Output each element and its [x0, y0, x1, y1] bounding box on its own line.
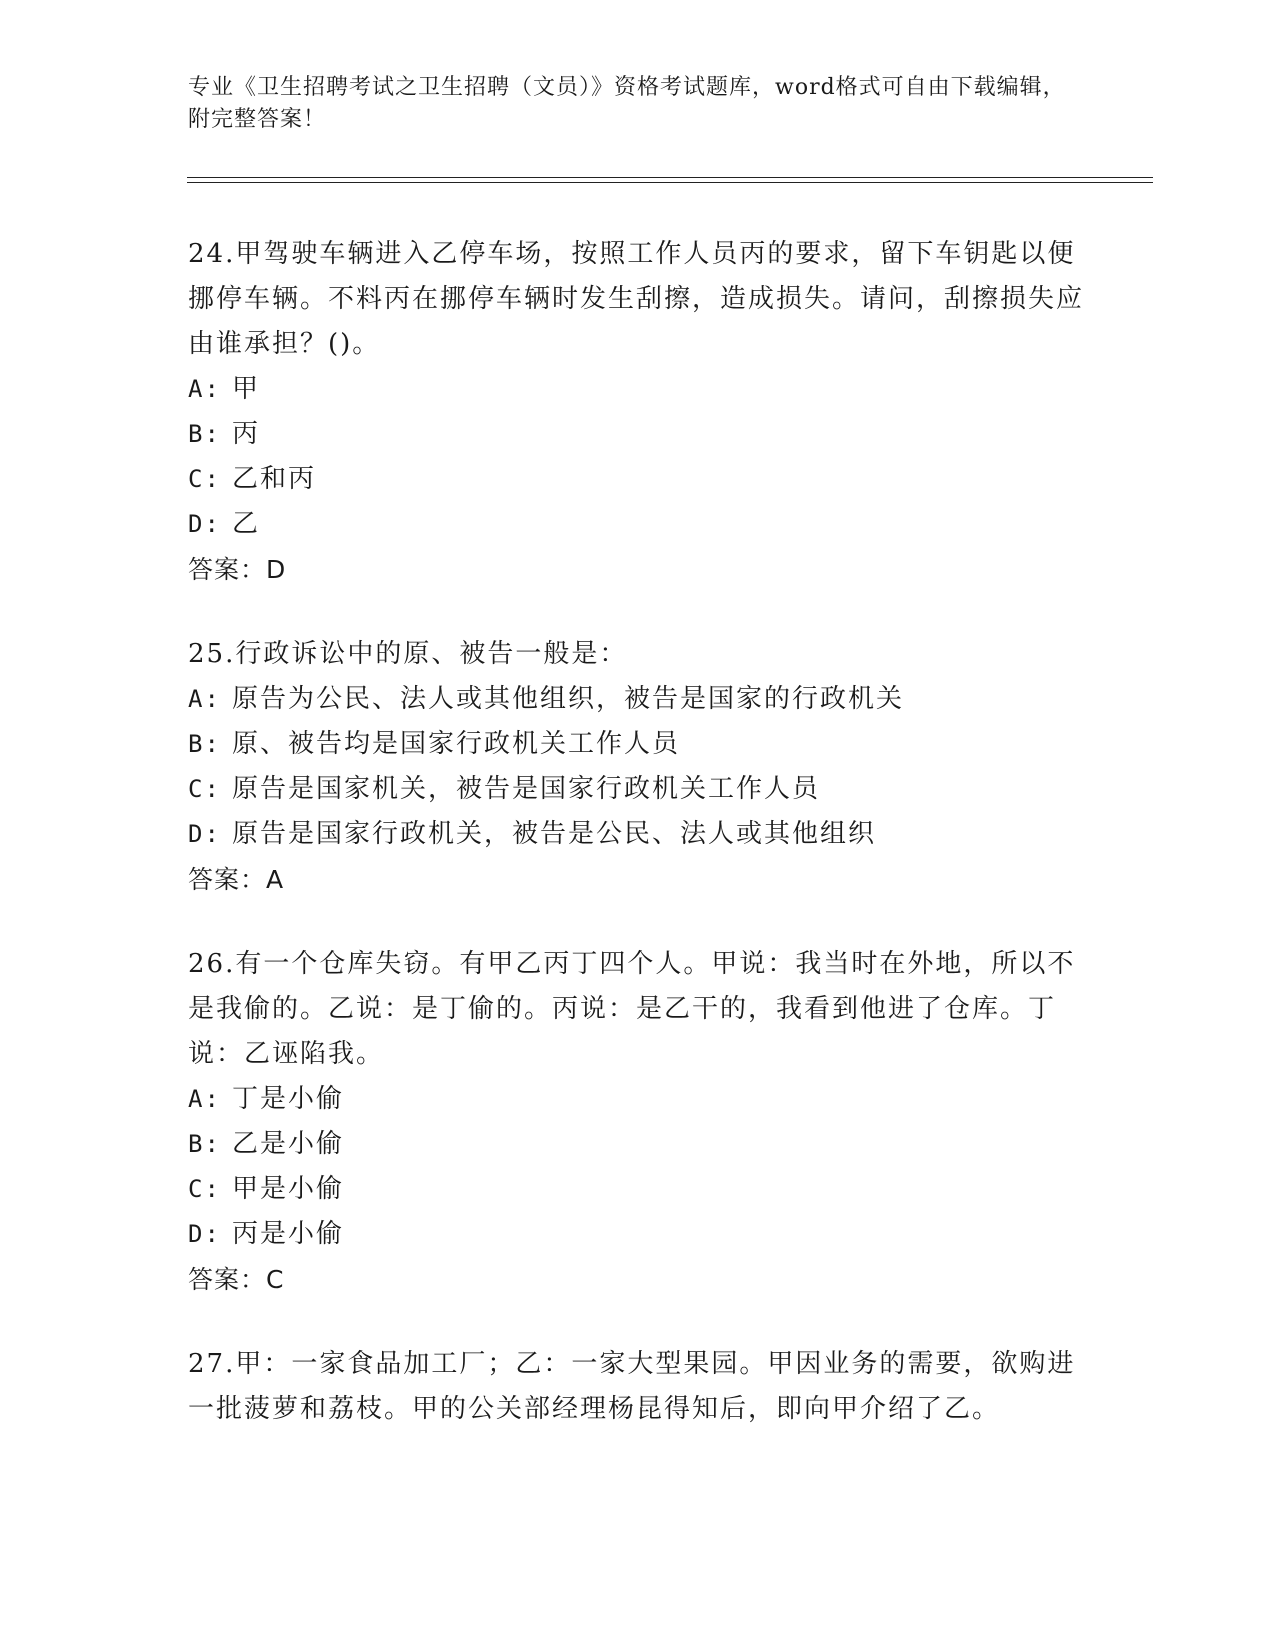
question-text: 25.行政诉讼中的原、被告一般是： [188, 639, 628, 669]
option-b [188, 1122, 1088, 1167]
option-c [188, 767, 1088, 812]
document-header [188, 72, 1088, 136]
option-label: C: [188, 775, 221, 803]
question-text: 27.甲：一家食品加工厂；乙：一家大型果园。甲因业务的需要，欲购进一批菠萝和荔枝。甲的公关部经理杨昆得知后，即向甲介绍了乙。 [188, 1349, 1076, 1424]
option-label: B: [188, 1130, 221, 1158]
option-text: 甲 [232, 374, 261, 404]
option-label: D: [188, 820, 221, 848]
option-label: A: [188, 685, 221, 713]
option-label: C: [188, 465, 221, 493]
option-text: 乙和丙 [232, 464, 317, 494]
option-text: 丙是小偷 [232, 1219, 345, 1249]
question-text: 26.有一个仓库失窃。有甲乙丙丁四个人。甲说：我当时在外地，所以不是我偷的。乙说：是丁偷的。丙说：是乙干的，我看到他进了仓库。丁说：乙诬陷我。 [188, 949, 1076, 1069]
option-text: 丙 [232, 419, 261, 449]
question-list [188, 232, 1088, 1472]
option-text: 原告为公民、法人或其他组织，被告是国家的行政机关 [232, 684, 905, 714]
option-b [188, 722, 1088, 767]
option-text: 乙是小偷 [232, 1129, 345, 1159]
option-label: B: [188, 420, 221, 448]
option-a [188, 1077, 1088, 1122]
option-label: C: [188, 1175, 221, 1203]
header-divider-bottom [187, 182, 1153, 183]
header-text: 专业《卫生招聘考试之卫生招聘（文员）》资格考试题库，word格式可自由下载编辑，附完整答案！ [188, 75, 1066, 132]
answer-text: 答案：A [188, 865, 285, 894]
option-label: A: [188, 375, 221, 403]
question-text: 24.甲驾驶车辆进入乙停车场，按照工作人员丙的要求，留下车钥匙以便挪停车辆。不料丙在挪停车辆时发生刮擦，造成损失。请问，刮擦损失应由谁承担？()。 [188, 239, 1085, 359]
option-c [188, 457, 1088, 502]
option-text: 原告是国家机关，被告是国家行政机关工作人员 [232, 774, 821, 804]
question-27 [188, 1342, 1088, 1432]
question-24 [188, 232, 1088, 592]
option-a [188, 677, 1088, 722]
question-25 [188, 632, 1088, 902]
option-d [188, 812, 1088, 857]
option-d [188, 502, 1088, 547]
option-c [188, 1167, 1088, 1212]
option-a [188, 367, 1088, 412]
answer-text: 答案：C [188, 1265, 285, 1294]
option-label: D: [188, 1220, 221, 1248]
header-divider-top [187, 177, 1153, 178]
option-b [188, 412, 1088, 457]
question-26 [188, 942, 1088, 1302]
option-text: 乙 [232, 509, 261, 539]
option-label: A: [188, 1085, 221, 1113]
option-text: 原告是国家行政机关，被告是公民、法人或其他组织 [232, 819, 877, 849]
answer-text: 答案：D [188, 555, 287, 584]
option-label: B: [188, 730, 221, 758]
option-text: 甲是小偷 [232, 1174, 345, 1204]
option-text: 丁是小偷 [232, 1084, 345, 1114]
option-text: 原、被告均是国家行政机关工作人员 [232, 729, 681, 759]
option-label: D: [188, 510, 221, 538]
option-d [188, 1212, 1088, 1257]
